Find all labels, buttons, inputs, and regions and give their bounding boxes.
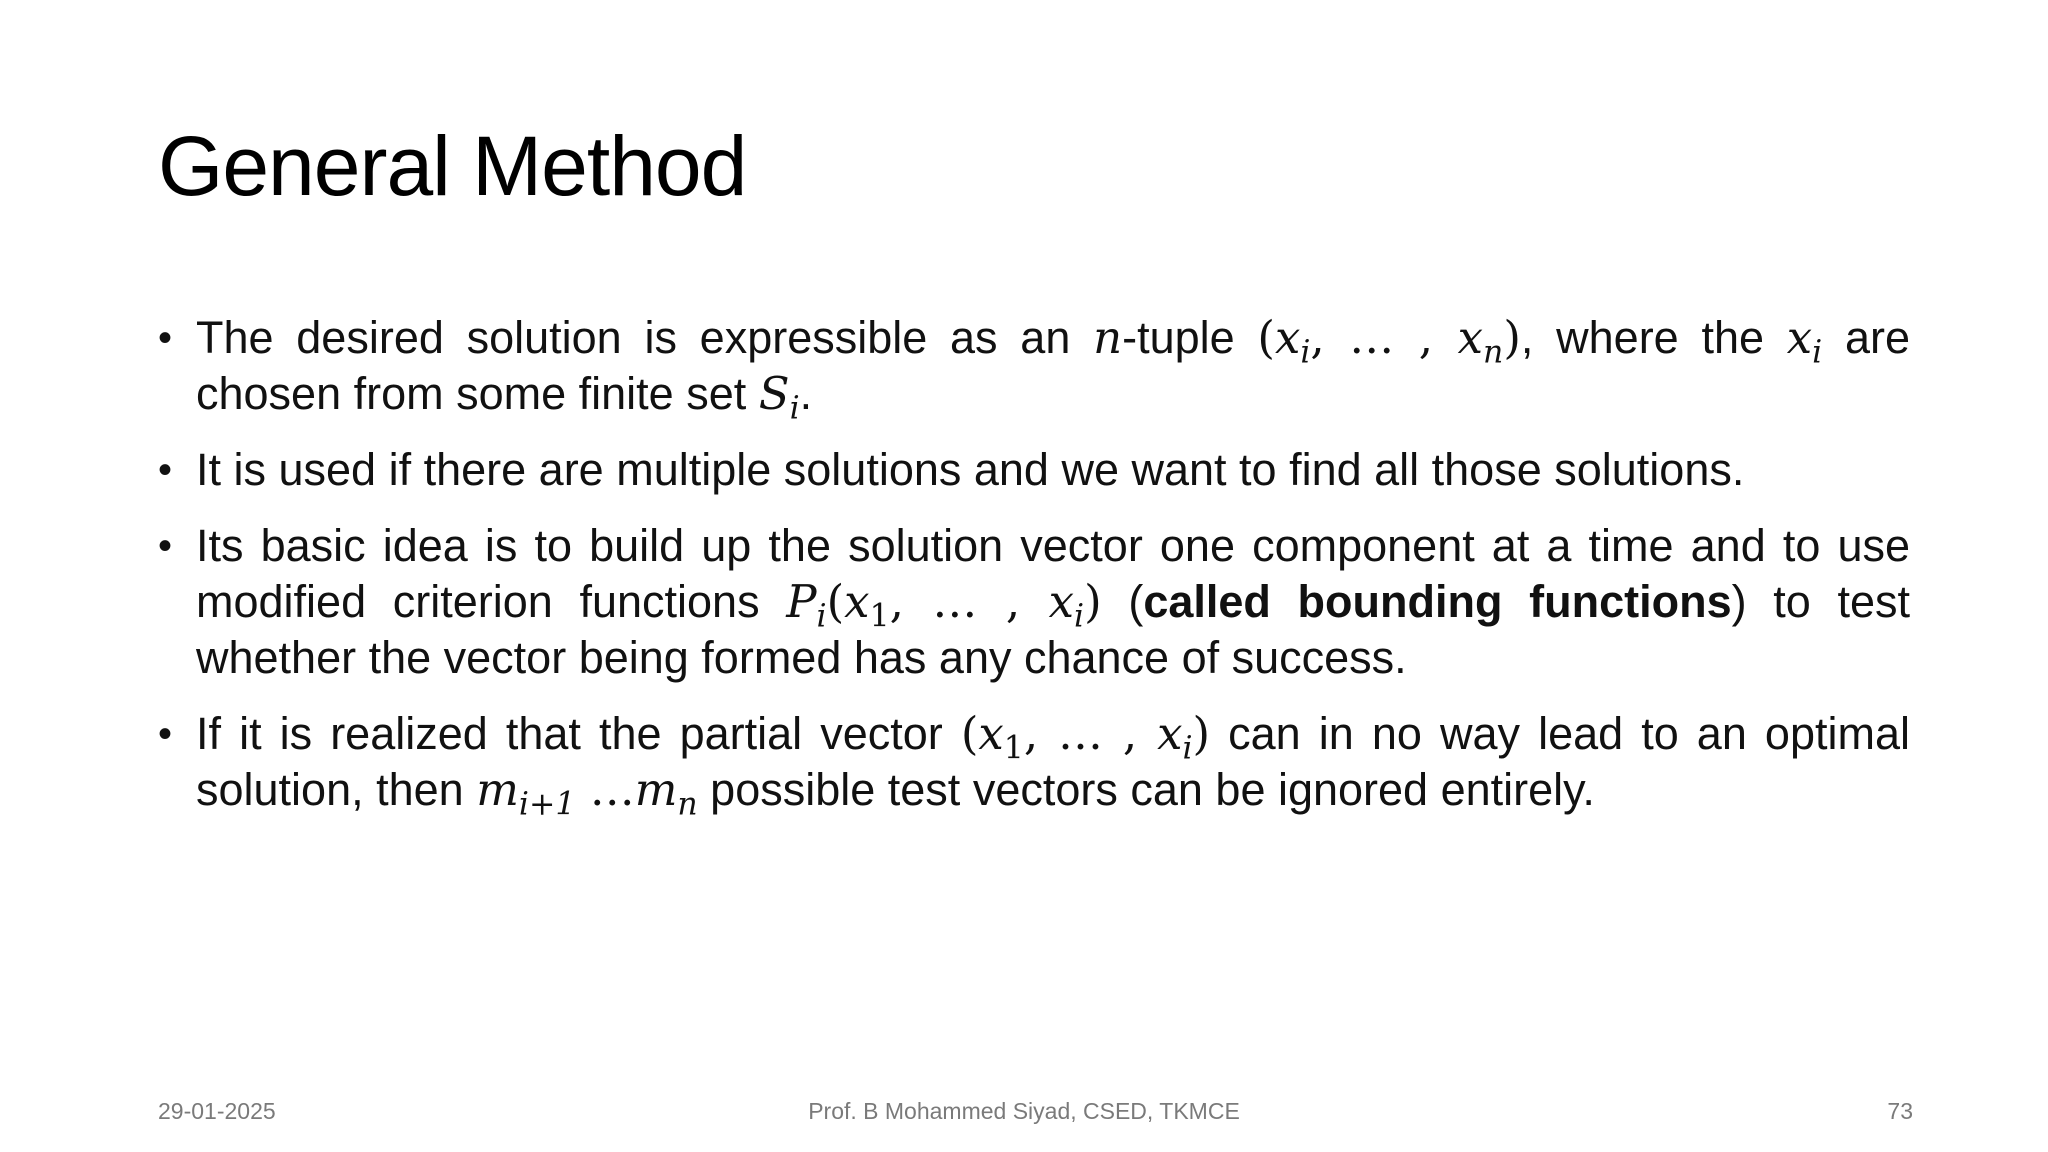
math-n: n [1093,311,1123,364]
slide-content [158,310,1910,838]
text-fragment: can in no way lead to an optimal solution, then [196,708,1910,815]
math-x: x [844,575,870,628]
text-fragment: ( [1101,576,1144,627]
math-paren: ( [826,575,845,628]
bullet-item-2 [158,442,1910,498]
math-p: P [786,575,817,628]
math-x: x [978,707,1004,760]
math-subscript: 1 [869,598,890,635]
text-fragment: possible test vectors can be ignored entirely. [697,764,1595,815]
math-paren: ( [1257,311,1275,364]
bullet-item-3 [158,518,1910,686]
math-m: m [634,763,678,816]
math-subscript: i [1182,730,1193,767]
math-subscript: i [1300,334,1311,371]
math-ellipsis: … [575,763,635,816]
math-subscript: i [789,390,800,427]
math-paren: ) [1192,707,1211,760]
math-subscript: i [1812,334,1823,371]
math-subscript: i [816,598,827,635]
footer-author: Prof. B Mohammed Siyad, CSED, TKMCE [808,1098,1240,1124]
math-x: x [1786,311,1813,364]
text-fragment: If it is realized that the partial vector [196,708,961,759]
slide-title: General Method [158,119,747,213]
bullet-marker: • [158,524,173,568]
text-fragment: are chosen from some finite set [196,312,1910,419]
math-s: S [758,367,790,420]
math-ellipsis: , … , [1310,311,1458,364]
text-fragment: -tuple [1122,312,1258,363]
math-ellipsis: , … , [1023,707,1158,760]
math-subscript: 1 [1003,730,1024,767]
text-fragment: It is used if there are multiple solutions and we want to find all those solutions. [196,444,1745,495]
math-x: x [1274,311,1301,364]
math-subscript: n [677,786,698,823]
math-paren: ( [960,707,979,760]
math-ellipsis: , … , [889,575,1049,628]
text-fragment: Its basic idea is to build up the solution vector one component at a time and to use modified criterion functions [196,520,1910,627]
footer-date: 29-01-2025 [158,1098,276,1124]
footer-page-number: 73 [1887,1098,1913,1124]
text-fragment: . [799,368,813,419]
text-fragment: , where the [1520,312,1787,363]
bold-term: called bounding functions [1143,576,1732,627]
text-fragment: ) to test whether the vector being formed has any chance of success. [196,576,1910,683]
text-fragment: The desired solution is expressible as an [196,312,1094,363]
bullet-marker: • [158,316,173,360]
math-x: x [1048,575,1075,628]
bullet-item-4 [158,706,1910,823]
math-x: x [1157,707,1183,760]
math-subscript: i [1074,598,1085,635]
math-subscript: i+1 [518,786,576,823]
bullet-item-1 [158,310,1910,427]
bullet-marker: • [158,448,173,492]
math-x: x [1457,311,1484,364]
math-subscript: n [1483,334,1504,371]
bullet-list [158,310,1910,823]
math-paren: ) [1503,311,1521,364]
math-paren: ) [1084,575,1102,628]
math-m: m [476,763,519,816]
bullet-marker: • [158,712,173,756]
